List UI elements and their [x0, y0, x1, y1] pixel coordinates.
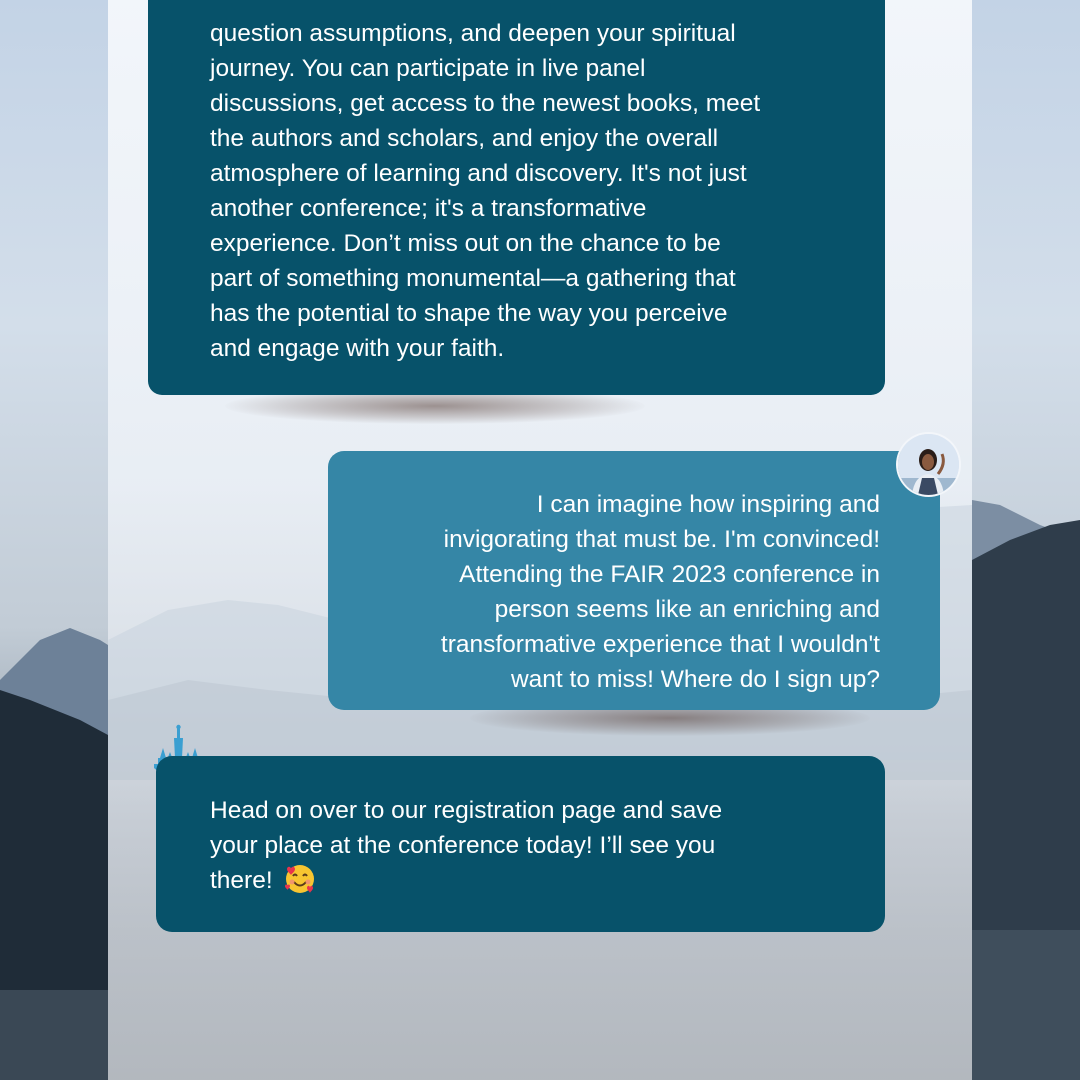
message-text-line [210, 863, 825, 898]
message-text-line: experience. Don’t miss out on the chance to be [210, 230, 721, 257]
message-text-line: I can imagine how inspiring and [536, 491, 880, 518]
message-text-line: question assumptions, and deepen your spiritual [210, 20, 736, 47]
message-text-line: journey. You can participate in live panel [210, 55, 646, 82]
message-text-line: the authors and scholars, and enjoy the overall [210, 125, 719, 152]
message-text-line: want to miss! Where do I sign up? [510, 666, 880, 693]
lake-right [972, 930, 1080, 1080]
message-text-line: your place at the conference today! I’ll see you [210, 832, 716, 859]
message-text-fragment: there! [210, 867, 273, 894]
message-text-line: Attending the FAIR 2023 conference in [459, 561, 880, 588]
message-text-line: part of something monumental—a gathering that [210, 265, 736, 292]
message-text-line: Head on over to our registration page and save [210, 797, 723, 824]
message-text-line: invigorating that must be. I'm convinced! [443, 526, 880, 553]
message-text-line: and engage with your faith. [210, 335, 505, 362]
assistant-message-bubble [148, 0, 885, 395]
message-text-line: discussions, get access to the newest books, meet [210, 90, 761, 117]
message-text-line: another conference; it's a transformative [210, 195, 647, 222]
smiling-face-with-hearts-icon [283, 862, 317, 896]
message-text-line: transformative experience that I wouldn't [440, 631, 880, 658]
lake-left [0, 990, 108, 1080]
user-avatar [898, 434, 959, 495]
user-message-bubble [328, 451, 940, 710]
message-text-line: atmosphere of learning and discovery. It's not just [210, 160, 747, 187]
message-text-line: person seems like an enriching and [494, 596, 880, 623]
message-text-line: has the potential to shape the way you perceive [210, 300, 728, 327]
assistant-message-bubble [156, 756, 885, 932]
